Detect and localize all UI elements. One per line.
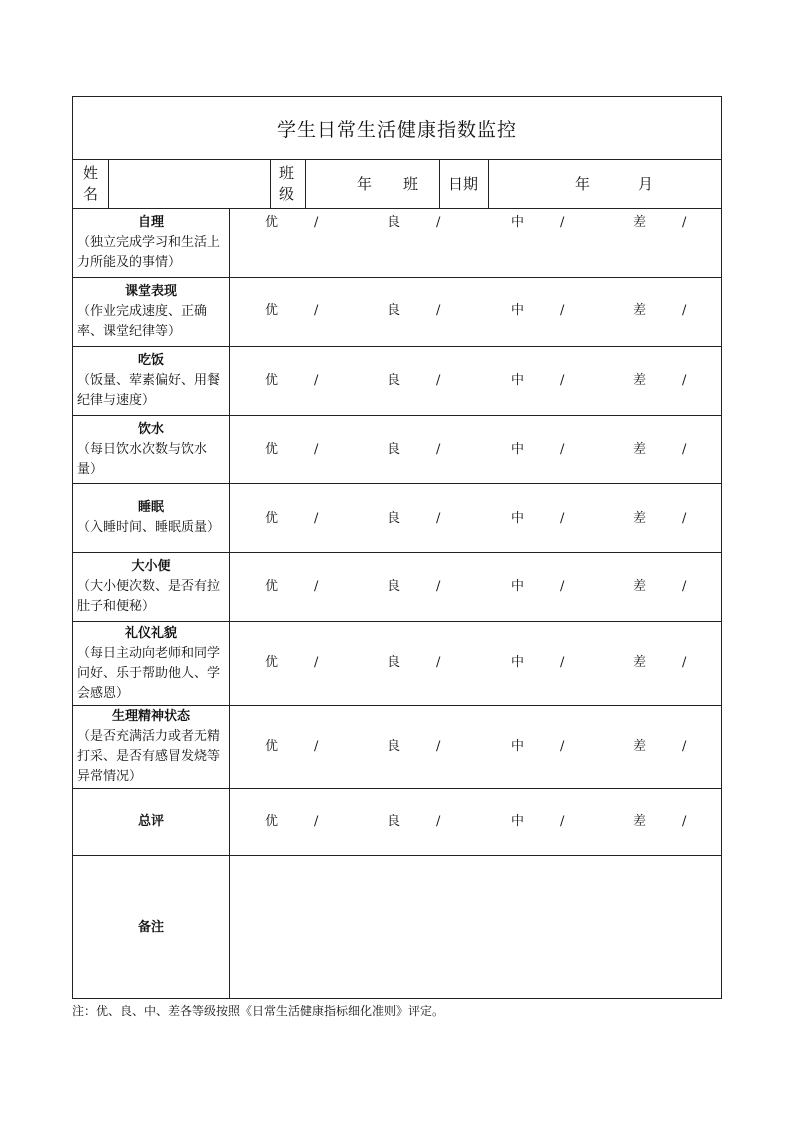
grade-separator: / (436, 303, 441, 318)
grade-medium-label: 中 (511, 215, 525, 230)
grade-separator: / (436, 511, 441, 526)
category-sleep: 睡眠 （入睡时间、睡眠质量） (77, 500, 221, 535)
grade-good-option[interactable] (387, 739, 440, 755)
grade-excellent-label: 优 (265, 655, 279, 670)
grade-excellent-option[interactable] (265, 373, 318, 389)
divider (73, 277, 721, 278)
divider (73, 483, 721, 484)
grade-poor-label: 差 (633, 579, 647, 594)
grade-good-label: 良 (387, 655, 401, 670)
grade-poor-option[interactable] (633, 373, 686, 389)
grade-excellent-label: 优 (265, 215, 279, 230)
grade-separator: / (682, 442, 687, 457)
grade-separator: / (436, 814, 441, 829)
divider (73, 855, 721, 856)
grade-separator: / (436, 442, 441, 457)
grade-medium-label: 中 (511, 814, 525, 829)
grade-separator: / (314, 655, 319, 670)
grade-separator: / (560, 739, 565, 754)
grade-poor-label: 差 (633, 215, 647, 230)
grade-separator: / (560, 814, 565, 829)
grade-separator: / (682, 215, 687, 230)
grade-excellent-label: 优 (265, 373, 279, 388)
divider (73, 415, 721, 416)
grade-separator: / (436, 579, 441, 594)
grade-separator: / (682, 655, 687, 670)
divider (73, 208, 721, 209)
grade-poor-label: 差 (633, 511, 647, 526)
grade-medium-option[interactable] (511, 814, 564, 830)
grade-medium-option[interactable] (511, 373, 564, 389)
grade-poor-option[interactable] (633, 655, 686, 671)
grade-poor-label: 差 (633, 739, 647, 754)
grade-separator: / (682, 373, 687, 388)
grade-medium-label: 中 (511, 373, 525, 388)
grade-poor-option[interactable] (633, 303, 686, 319)
divider (73, 159, 721, 160)
grade-separator: / (314, 215, 319, 230)
grade-medium-label: 中 (511, 303, 525, 318)
name-label: 姓 名 (83, 164, 99, 203)
grade-separator: / (314, 303, 319, 318)
grade-poor-label: 差 (633, 373, 647, 388)
grade-medium-option[interactable] (511, 655, 564, 671)
grade-separator: / (436, 215, 441, 230)
grade-good-label: 良 (387, 579, 401, 594)
grade-separator: / (560, 655, 565, 670)
health-index-table (72, 96, 722, 999)
grade-good-label: 良 (387, 739, 401, 754)
grade-excellent-option[interactable] (265, 739, 318, 755)
category-remarks: 备注 (137, 919, 164, 935)
grade-excellent-option[interactable] (265, 442, 318, 458)
grade-excellent-option[interactable] (265, 655, 318, 671)
grade-excellent-option[interactable] (265, 303, 318, 319)
grade-good-option[interactable] (387, 303, 440, 319)
grade-separator: / (682, 739, 687, 754)
grade-medium-option[interactable] (511, 739, 564, 755)
grade-good-option[interactable] (387, 215, 440, 231)
class-class-text: 班 (403, 175, 419, 193)
divider (73, 788, 721, 789)
grade-separator: / (560, 511, 565, 526)
divider (73, 705, 721, 706)
grade-good-option[interactable] (387, 814, 440, 830)
grade-good-label: 良 (387, 303, 401, 318)
grade-poor-option[interactable] (633, 511, 686, 527)
grade-good-option[interactable] (387, 373, 440, 389)
grade-poor-label: 差 (633, 442, 647, 457)
grade-poor-option[interactable] (633, 814, 686, 830)
category-etiquette: 礼仪礼貌 （每日主动向老师和同学问好、乐于帮助他人、学会感恩） (77, 625, 221, 701)
grade-separator: / (560, 373, 565, 388)
grade-separator: / (314, 579, 319, 594)
grade-separator: / (314, 442, 319, 457)
category-self-care: 自理 （独立完成学习和生活上力所能及的事情） (77, 215, 221, 270)
grade-poor-label: 差 (633, 814, 647, 829)
grade-excellent-label: 优 (265, 303, 279, 318)
grade-good-label: 良 (387, 814, 401, 829)
grade-separator: / (560, 579, 565, 594)
grade-good-label: 良 (387, 511, 401, 526)
grade-poor-option[interactable] (633, 442, 686, 458)
grade-poor-label: 差 (633, 303, 647, 318)
divider (73, 552, 721, 553)
grade-good-option[interactable] (387, 442, 440, 458)
grade-separator: / (436, 373, 441, 388)
form-title: 学生日常生活健康指数监控 (276, 118, 517, 141)
grade-separator: / (682, 303, 687, 318)
class-label: 班 级 (279, 164, 295, 203)
date-month-text: 月 (638, 175, 654, 193)
grade-good-option[interactable] (387, 579, 440, 595)
divider (108, 159, 109, 208)
category-overall: 总评 (137, 814, 164, 829)
divider (270, 159, 271, 208)
grade-excellent-option[interactable] (265, 579, 318, 595)
grade-separator: / (314, 814, 319, 829)
grade-excellent-label: 优 (265, 739, 279, 754)
grade-medium-option[interactable] (511, 511, 564, 527)
category-classroom: 课堂表现 （作业完成速度、正确率、课堂纪律等） (77, 284, 208, 339)
grade-good-label: 良 (387, 442, 401, 457)
class-year-text: 年 (357, 175, 373, 193)
grade-separator: / (560, 215, 565, 230)
grade-separator: / (436, 655, 441, 670)
date-label: 日期 (448, 175, 479, 193)
grade-separator: / (436, 739, 441, 754)
divider (488, 159, 489, 208)
grade-separator: / (682, 511, 687, 526)
grade-separator: / (682, 814, 687, 829)
grade-excellent-option[interactable] (265, 215, 318, 231)
grade-separator: / (314, 373, 319, 388)
grade-separator: / (314, 739, 319, 754)
grade-excellent-label: 优 (265, 814, 279, 829)
grade-medium-label: 中 (511, 442, 525, 457)
divider (229, 208, 230, 998)
grade-separator: / (682, 579, 687, 594)
category-drinking: 饮水 （每日饮水次数与饮水量） (77, 422, 208, 477)
grade-medium-option[interactable] (511, 303, 564, 319)
category-eating: 吃饭 （饭量、荤素偏好、用餐纪律与速度） (77, 353, 221, 408)
grade-good-label: 良 (387, 373, 401, 388)
grade-poor-option[interactable] (633, 579, 686, 595)
grade-separator: / (314, 511, 319, 526)
category-toilet: 大小便 （大小便次数、是否有拉肚子和便秘） (77, 559, 221, 614)
category-physical-mental: 生理精神状态 （是否充满活力或者无精打采、是否有感冒发烧等异常情况） (77, 709, 221, 784)
grade-separator: / (560, 442, 565, 457)
divider (73, 621, 721, 622)
grade-medium-option[interactable] (511, 579, 564, 595)
grade-excellent-label: 优 (265, 442, 279, 457)
grade-excellent-option[interactable] (265, 511, 318, 527)
grade-medium-option[interactable] (511, 215, 564, 231)
grade-good-label: 良 (387, 215, 401, 230)
grade-medium-label: 中 (511, 739, 525, 754)
grade-medium-label: 中 (511, 655, 525, 670)
grade-poor-label: 差 (633, 655, 647, 670)
grade-good-option[interactable] (387, 655, 440, 671)
footnote: 注：优、良、中、差各等级按照《日常生活健康指标细化准则》评定。 (72, 1004, 445, 1018)
divider (305, 159, 306, 208)
divider (439, 159, 440, 208)
date-year-text: 年 (575, 175, 591, 193)
grade-medium-option[interactable] (511, 442, 564, 458)
grade-excellent-option[interactable] (265, 814, 318, 830)
grade-separator: / (560, 303, 565, 318)
grade-good-option[interactable] (387, 511, 440, 527)
grade-medium-label: 中 (511, 511, 525, 526)
grade-excellent-label: 优 (265, 511, 279, 526)
grade-excellent-label: 优 (265, 579, 279, 594)
grade-medium-label: 中 (511, 579, 525, 594)
divider (73, 346, 721, 347)
grade-poor-option[interactable] (633, 215, 686, 231)
grade-poor-option[interactable] (633, 739, 686, 755)
